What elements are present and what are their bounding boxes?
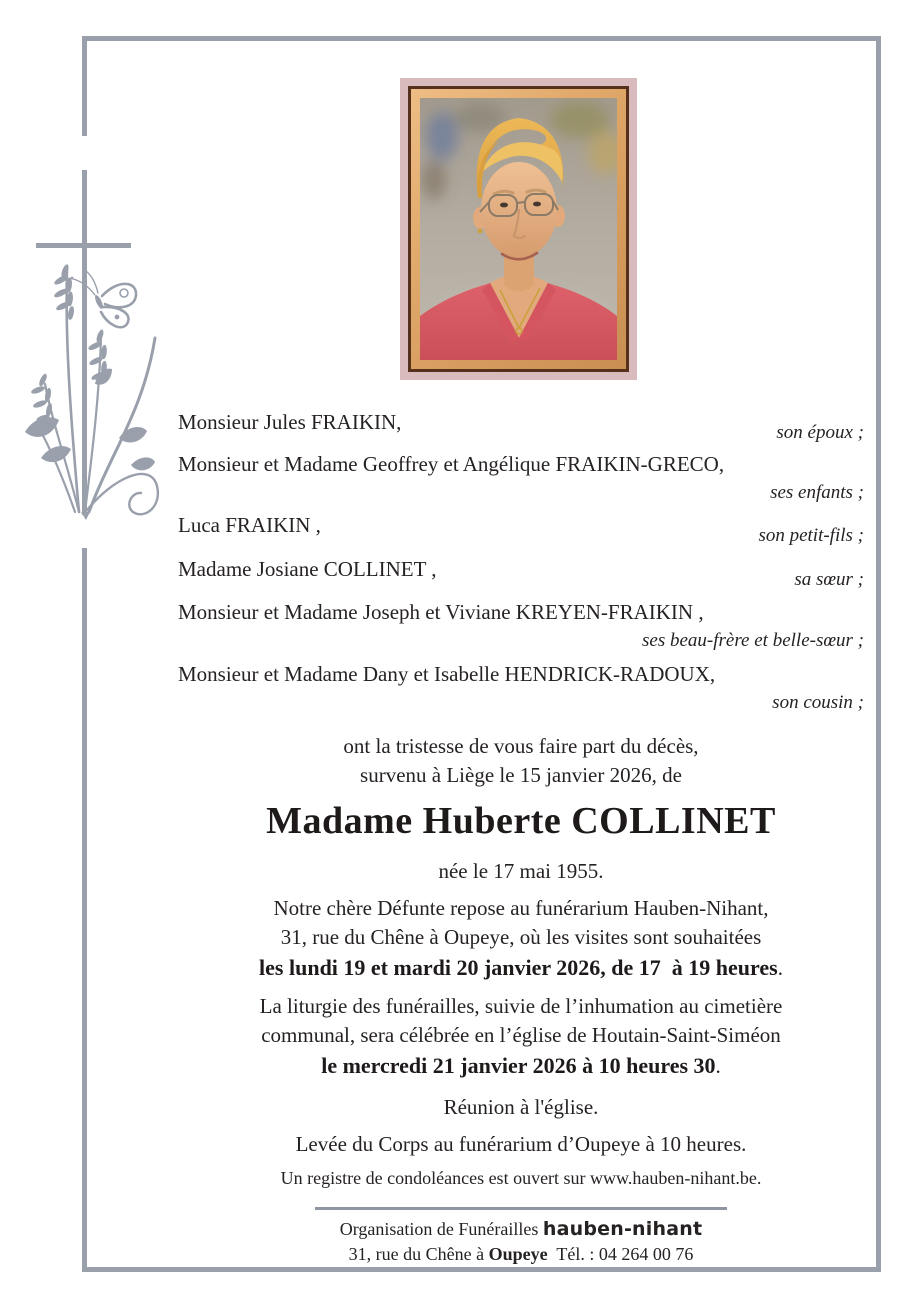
frame-border-bottom bbox=[82, 1267, 881, 1272]
funeral-home-logo: hauben-nihant bbox=[542, 1218, 703, 1240]
family-name: Madame Josiane COLLINET , bbox=[178, 557, 437, 581]
frame-border-left-lower bbox=[82, 548, 87, 1272]
liturgy-line-2: communal, sera célébrée en l’église de Houtain-Saint-Siméon bbox=[261, 1023, 781, 1047]
address-phone: Tél. : 04 264 00 76 bbox=[547, 1244, 694, 1264]
liturgy-date-period: . bbox=[715, 1054, 721, 1078]
condolence-register-line: Un registre de condoléances est ouvert sur www.hauben-nihant.be. bbox=[280, 1168, 762, 1188]
birth-date: née le 17 mai 1955. bbox=[438, 859, 604, 883]
address-city: Oupeye bbox=[488, 1244, 548, 1264]
deceased-name: Madame Huberte COLLINET bbox=[266, 800, 776, 842]
family-relation: son petit-fils ; bbox=[758, 525, 864, 546]
family-row bbox=[178, 450, 864, 505]
portrait-photo-frame-inner bbox=[408, 86, 629, 372]
levee-du-corps-line: Levée du Corps au funérarium d’Oupeye à 10 heures. bbox=[295, 1132, 747, 1156]
funeral-home-prefix: Organisation de Funérailles bbox=[339, 1219, 543, 1239]
portrait-photo-frame bbox=[400, 78, 637, 380]
portrait-photo-mat bbox=[411, 89, 626, 369]
announcement-line-1: ont la tristesse de vous faire part du décès, bbox=[343, 734, 699, 758]
visitation-dates-bold: les lundi 19 et mardi 20 janvier 2026, de 17 à 19 heures bbox=[259, 955, 778, 980]
funeral-home-address bbox=[178, 1242, 864, 1267]
liturgy-date-bold: le mercredi 21 janvier 2026 à 10 heures 30 bbox=[321, 1053, 716, 1078]
family-relation: son époux ; bbox=[776, 422, 864, 443]
liturgy-line-1: La liturgie des funérailles, suivie de l’inhumation au cimetière bbox=[259, 994, 783, 1018]
announcement-line-2: survenu à Liège le 15 janvier 2026, de bbox=[360, 763, 682, 787]
family-name: Monsieur et Madame Dany et Isabelle HENDRICK-RADOUX, bbox=[178, 662, 716, 686]
reunion-line: Réunion à l'église. bbox=[443, 1095, 599, 1119]
visitation-line-1: Notre chère Défunte repose au funérarium Hauben-Nihant, bbox=[273, 896, 769, 920]
family-name: Monsieur et Madame Joseph et Viviane KREYEN-FRAIKIN , bbox=[178, 600, 704, 624]
butterfly-icon bbox=[71, 268, 136, 328]
family-row bbox=[178, 598, 864, 653]
family-relation: ses enfants ; bbox=[770, 482, 864, 503]
liturgy-date bbox=[178, 1050, 864, 1082]
visitation-line-2: 31, rue du Chêne à Oupeye, où les visites sont souhaitées bbox=[280, 925, 762, 949]
visitation-dates bbox=[178, 952, 864, 984]
family-name: Monsieur et Madame Geoffrey et Angélique FRAIKIN-GRECO, bbox=[178, 452, 725, 476]
portrait-photo bbox=[420, 98, 617, 360]
family-row bbox=[178, 511, 864, 546]
family-name: Luca FRAIKIN , bbox=[178, 513, 321, 537]
wheat-butterfly-decoration-icon bbox=[15, 262, 165, 562]
family-row bbox=[178, 555, 864, 590]
visitation-dates-period: . bbox=[777, 956, 783, 980]
visitation-paragraph bbox=[178, 894, 864, 984]
text-column bbox=[178, 408, 864, 1267]
frame-border-right bbox=[876, 36, 881, 1272]
cross-icon bbox=[36, 243, 131, 248]
family-row bbox=[178, 660, 864, 715]
frame-border-left-upper bbox=[82, 36, 87, 136]
family-relation: sa sœur ; bbox=[794, 569, 864, 590]
funeral-home-line bbox=[178, 1217, 864, 1242]
address-prefix: 31, rue du Chêne à bbox=[348, 1244, 489, 1264]
family-row bbox=[178, 408, 864, 443]
family-relation: ses beau-frère et belle-sœur ; bbox=[642, 630, 864, 651]
family-relation: son cousin ; bbox=[772, 692, 864, 713]
footer-divider bbox=[315, 1207, 727, 1210]
frame-border-top bbox=[82, 36, 881, 41]
family-name: Monsieur Jules FRAIKIN, bbox=[178, 410, 402, 434]
liturgy-paragraph bbox=[178, 992, 864, 1082]
